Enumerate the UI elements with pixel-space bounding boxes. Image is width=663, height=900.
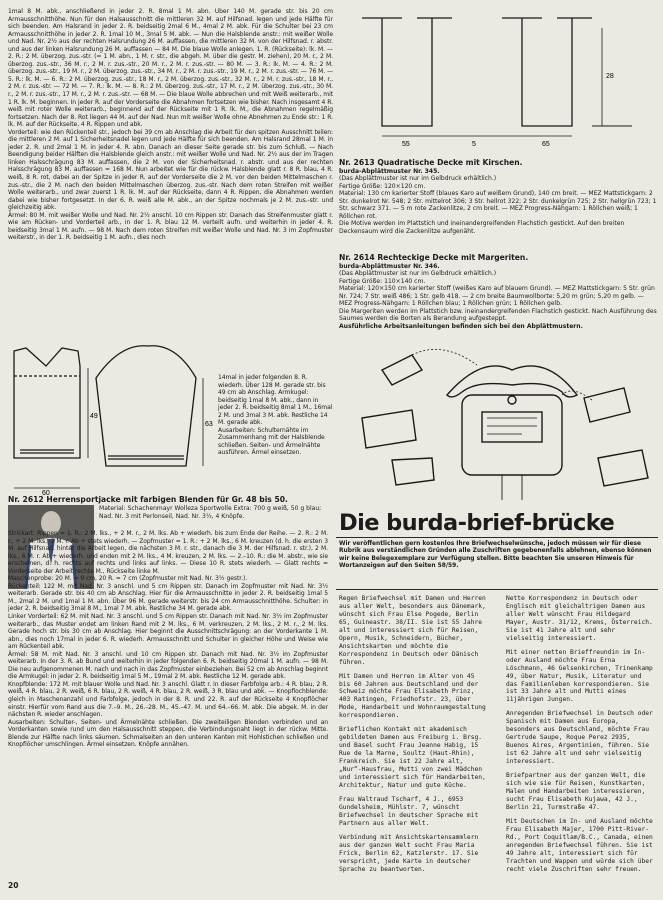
- letter-entry: Verbindung mit Ansichtskartensammlern aus der ganzen Welt sucht Frau Maria Frick, Berlin 62, Katzlerstr. 17. Sie verspricht, jede Karte in deutscher Sprache zu beantworten.: [339, 833, 479, 873]
- body: Die Motive werden im Plattstich und ineinandergreifenden Flachstich gestickt. Auf den breiten Deckensaum wird die Zackenlitze aufgenäht.: [339, 220, 625, 235]
- letter-entry: Brieflichen Kontakt mit akademisch gebildeten Damen aus Freiburg i. Brsg. und Basel sucht Frau Jeanne Habig, 15 Rue de la Marne, Soultz (Haut-Rhin), Frankreich. Sie ist 22 Jahre alt, „Nur“-Hausfrau, Mutti von zwei Mädchen und interessiert sich für Handarbeiten, Architektur, Natur und gute Küche.: [339, 726, 486, 789]
- size: Fertige Größe: 120×120 cm.: [339, 182, 426, 190]
- material-text: Material: Schachenmayr Wolleza Sportwolle Extra: 700 g weiß, 50 g blau; Nad. Nr. 3 mit Perlonseil, Nad. Nr. 3½, 4 Knöpfe.: [99, 505, 322, 520]
- article-2612-heading: [8, 495, 288, 504]
- letter-entry: Nette Korrespondenz in Deutsch oder Englisch mit gleichaltrigen Damen aus aller Welt wünscht Frau Hildegard Mayer, Austr. 31/12, Krems, Österreich. Sie ist 41 Jahre alt und sehr vielseitig interessiert.: [506, 595, 653, 642]
- article-2614-heading: Nr. 2614 Rechteckige Decke mit Margeriten.: [339, 253, 529, 262]
- brief-bruecke-intro: Wir veröffentlichen gern kostenlos Ihre Briefwechselwünsche, jedoch müssen wir für diese Rubrik aus verständlichen Gründen alle Zuschriften gegebenenfalls ablehnen, ebenso können wir keine Belegexemplare zur Verfügung stellen. Bitte beachten Sie unseren Hinweis für Wortanzeigen auf den Seiten 58/59.: [339, 541, 652, 569]
- instructions-tail-text: 14mal in jeder folgenden 8. R. wiederh. Über 128 M. gerade str. bis 49 cm ab Anschlag. Armkugel: beidseitig 1mal 8 M. abk., dann in jeder 2. R. beidseitig 8mal 1 M., 16mal 2 M. und 3mal 3 M. abk. Restliche 14 M. gerade abk. Ausarbeiten: Schulternähte im Zusammenhang mit der Halsblende schließen. Seiten- und Ärmelnähte ausführen. Ärmel einsetzen.: [218, 374, 333, 457]
- brief-bruecke-title: Die burda-brief-brücke: [339, 510, 615, 536]
- letter-entry: Mit Damen und Herren im Alter von 45 bis 60 Jahren aus Deutschland und der Schweiz möchte Frau Elisabeth Prinz, 403 Ratingen, Friedhofstr. 23, über Mode, Handarbeit und Wohnraumgestaltung korrespondieren.: [339, 672, 486, 720]
- title-rule: [336, 537, 658, 538]
- letter-entry: Mit einer netten Brieffreundin im In- oder Ausland möchte Frau Erna Löschmann, 46 Gelsenkirchen, Trinenkamp 49, über Natur, Musik, Literatur und das Familienleben korrespondieren. Sie ist 33 Jahre alt und Mutti eines 11jährigen Jungen.: [506, 648, 653, 704]
- intro-rule: [336, 589, 658, 590]
- size: Fertige Größe: 110×140 cm.: [339, 277, 426, 285]
- letter-entry: Regen Briefwechsel mit Damen und Herren aus aller Welt, besonders aus Dänemark, wünscht sich Frau Else Pogede, Berlin 65, Guineastr. 38/II. Sie ist 55 Jahre alt und interessiert sich für Reisen, Opern, Musik, Schneidern, Bücher, Ansichtskarten und möchte die Korrespondenz in Deutsch oder Dänisch führen.: [339, 595, 486, 666]
- letter-entry: Anregenden Briefwechsel in Deutsch oder Spanisch mit Damen aus Europa, besonders aus Deutschland, möchte Frau Gertrude Saupe, Roque Perez 2935, Buenos Aires, Argentinien, führen. Sie ist 62 Jahre alt und sehr vielseitig interessiert.: [506, 710, 653, 766]
- body: Die Margeriten werden im Plattstich bzw. ineinandergreifenden Flachstich gestickt. Nach Ausführung des Saumes werden die Borten als Berandung aufgesteppt.: [339, 307, 657, 323]
- footer-note: Ausführliche Arbeitsanleitungen befinden sich bei den Abplättmustern.: [339, 322, 583, 330]
- article-2612-material: [99, 505, 328, 520]
- letter-entry: Frau Waltraud Tscharf, 4 J., 6953 Gundelsheim, Mühlstr. 7, wünscht Briefwechsel in deutscher Sprache mit Partnern aus aller Welt.: [339, 795, 479, 827]
- article-2613-heading: Nr. 2613 Quadratische Decke mit Kirschen.: [339, 158, 523, 167]
- blanket-pattern-diagram: [342, 8, 657, 168]
- dim-blanket-total: 65: [542, 141, 550, 148]
- page-number: 20: [8, 881, 19, 890]
- dim-blanket-width: 55: [402, 141, 410, 148]
- article-2612-body: [8, 530, 328, 872]
- article-number: Nr. 2612: [8, 495, 44, 504]
- letter-house-illustration: [352, 340, 652, 505]
- dim-sleeve: 63: [205, 421, 213, 428]
- brief-bruecke-column-1: [339, 595, 489, 885]
- dim-blanket-side: 28: [606, 73, 614, 80]
- article-title: Herrensportjacke mit farbigen Blenden für Gr. 48 bis 50.: [46, 495, 288, 504]
- instructions-tail: [218, 374, 333, 457]
- letter-entry: Briefpartner aus der ganzen Welt, die sich wie sie für Reisen, Kunstkarten, Malen und Handarbeiten interessieren, sucht Frau Elisabeth Kujawa, 42 J., Berlin 21, Turmstraße 47.: [506, 772, 646, 811]
- material: Material: 130 cm karierter Stoff (blaues Karo auf weißem Grund), 140 cm breit. — MEZ Mattstickgarn: 2 Str. dunkelrot Nr. 548; 2 Str. mittelrot 306; 3 Str. hellrot 322; 2 Str. dunkelgrün 725; 2 Str. hellgrün 723; 1 Str. schwarz 371. — 5 m rote Zackenlitze, 2 cm breit. — MEZ Progress-Nähgarn: 1 Röllchen weiß; 1 Röllchen rot.: [339, 190, 657, 220]
- dim-length: 49: [90, 413, 98, 420]
- article-2612-text: Strickart: Rippen = 1. R.: 2 M. lks., + 2 M. r., 2 M. lks. Ab + wiederh. bis zum Ende der Reihe. — 2. R.: 2 M. r., + 2 M. lks., 2 M. r. Ab + stets wiederh. — Zopfmuster = 1. R.: + 2 M. lks., 6 M. kreuzen (d. h. die ersten 3 M. auf Hilfsnad. hinter die Arbeit legen, die nächsten 3 M. r. str., danach die 3 M. der Hilfsnad. r. str.), 2 M. lks., 6 M. r. Ab + wiederh. und enden mit 2 M. lks., 4 M. kreuzen, 2 M. lks. — 2.–10. R.: die M. abstr., wie sie erscheinen, d. h. rechts auf rechts und links auf links. — Diese 10 R. stets wiederh. — Glatt rechts = Vorderseite der Arbeit rechte M., Rückseite linke M. Maschenprobe: 20 M. = 9 cm, 20 R. = 7 cm (Zopfmuster mit Nad. Nr. 3½ gestr.). Rückenteil: 122 M. mit Nad. Nr. 3 anschl. und 5 cm Rippen str. Danach im Zopfmuster mit Nad. Nr. 3½ weiterarb. Gerade str. bis 40 cm ab Anschlag. Hier für die Armausschnitte in jeder 2. R. beidseitig 1mal 5 M., 2mal 2 M. und 1mal 1 M. abn. Über 96 M. gerade weiterstr. bis 24 cm Armausschnitthöhe. Schulter: in jeder 2. R. beidseitig 3mal 8 M., 1mal 7 M. abk. Restliche 34 M. gerade abk. Linker Vorderteil: 62 M. mit Nad. Nr. 3 anschl. und 5 cm Rippen str. Danach mit Nad. Nr. 3½ im Zopfmuster weiterarb., das Muster endet am linken Rand mit 2 M. lks., 6 M. verkreuzen, 2 M. lks., 2 M. r., 2 M. lks. Gerade hoch str. bis 30 cm ab Anschlag. Hier beginnt die Ausschnittschrägung: an der Vorderkante 1 M. abn., dies noch 17mal in jeder 6. R. wiederh. Armausschnitt und Schulter in gleicher Höhe und Weise wie am Rückenteil abk. Ärmel: 58 M. mit Nad. Nr. 3 anschl. und 10 cm Rippen str. Danach mit Nad. Nr. 3½ im Zopfmuster weiterarb. In der 3. R. ab Bund und weiterhin in jeder folgenden 6. R. beidseitig 20mal 1 M. aufn. — 98 M. Die neu aufgenommenen M. nach und nach in das Zopfmuster einbeziehen. Bei 52 cm ab Anschlag beginnt die Armkugel: in jeder 2. R. beidseitig 1mal 5 M., 19mal 2 M. abk. Restliche 12 M. gerade abk. Knopfblende: 172 M. mit blauer Wolle und Nad. Nr. 3 anschl. Glatt r. in dieser Farbfolge arb.: 4 R. blau, 2 R. weiß, 4 R. blau, 2 R. weiß, 6 R. blau, 2 R. weiß, 4 R. blau, 2 R. weiß, 3 R. blau und abk. — Knopflochblende: gleich in Maschenanzahl und Farbfolge, jedoch in der 8. R. und 22. R. auf der Rückseite 4 Knopflöcher einstr. Hierfür vom Rand aus die 7.–9. M., 26.–28. M., 45.–47. M. und 64.–66. M. abk. Die abgek. M. in der nächsten R. wieder anschlagen. Ausarbeiten: Schulter-, Seiten- und Ärmelnähte schließen. Die zweiteiligen Blenden verbinden und an Vorderkanten sowie rund um den Halsausschnitt steppen, die Verbindungsnaht liegt in der rückw. Mitte. Blende zur Hälfte nach links säumen. Schmalseiten an den unteren Kanten mit Hohlstichen schließen und Knopflöcher umschlingen. Ärmel einsetzen. Knöpfe annähen.: [8, 530, 328, 749]
- letter-entry: Mit Deutschen im In- und Ausland möchte Frau Elisabeth Majer, 1700 Pitt-River-Rd., Port Coquitlam/B.C., Canada, einen anregenden Briefwechsel führen. Sie ist 49 Jahre alt, interessiert sich für Trachten und Wappen und würde sich über recht viele Zuschriften sehr freuen.: [506, 817, 653, 873]
- article-2614-body: [339, 263, 657, 330]
- pattern-ref: burda-Abplättmuster Nr. 345.: [339, 168, 440, 175]
- brief-bruecke-column-2: [506, 595, 656, 885]
- dim-width: 60: [42, 490, 50, 497]
- pattern-ref: burda-Abplättmuster Nr. 346.: [339, 263, 440, 270]
- material: Material: 120×150 cm karierter Stoff (weißes Karo auf blauem Grund). — MEZ Mattstickgarn: 5 Str. grün Nr. 724; 7 Str. weiß 486; 1 Str. gelb 418. — 2 cm breite Baumwollborte: 5,20 m grün; 5,20 m gelb. — MEZ Progress-Nähgarn: 1 Röllchen blau; 1 Röllchen grün; 1 Röllchen gelb.: [339, 285, 655, 308]
- instructions-text: 1mal 8 M. abk., anschließend in jeder 2. R. 8mal 1 M. abn. Über 140 M. gerade str. bis 20 cm Armausschnitthöhe. Nun für den Halsausschnitt die mittleren 32 M. auf Hilfsnad. legen und jede Hälfte für sich beenden. Am Halsrand in jeder 2. R. beidseitig 2mal 6 M., 4mal 2 M. abk. Für die Schulter bei 23 cm Armausschnitthöhe in jeder 2. R. 1mal 10 M., 3mal 5 M. abk. — Nun die Halsblende anstr.: mit weißer Wolle und Nad. Nr. 2½ aus der rechten Halsrundung 26 M. auffassen, die mittleren 32 M. von der Hilfsnad. r. abstr. und aus der linken Halsrundung 26 M. auffassen — 84 M. Die blaue Wolle anlegen. 1. R. (Rückseite): lk. M. — 2. R.: 2 M. überzog. zus.-str. (= 1 M. abn., 1 M. r. str., die abgeh. M. über die gestr. M. ziehen), 20 M. r., 2 M. überzog. zus.-str., 36 M. r., 2 M. r. zus.-str., 20 M. r., 2 M. r. zus.-str. — 80 M. — 3. R.: lk. M. — 4. R.: 2 M. überzog. zus.-str., 19 M. r., 2 M. überzog. zus.-str., 34 M. r., 2 M. r. zus.-str., 19 M. r., 2 M. r. zus.-str. — 76 M. — 5. R.: lk. M. — 6. R.: 2 M. überzog. zus.-str., 18 M. r., 2 M. überzog. zus.-str., 32 M. r., 2 M. r. zus.-str., 18 M. r., 2 M. r. zus.-str. — 72 M. — 7. R.: lk. M. — 8. R.: 2 M. überzog. zus.-str., 17 M. r., 2 M. überzog. zus.-str., 30 M. r., 2 M. r. zus.-str., 17 M. r., 2 M. r. zus.-str. — 68 M. — Die blaue Wolle abbrechen und mit Weiß weiterarb., mit 1 R. lk. M. beginnen. In jeder R. auf der Vorderseite die Abnahmen fortsetzen wie bisher. Nach insgesamt 4 R. weiß mit roter Wolle weiterarb., beginnend auf der Rückseite mit 1 R. lk. M., die Abnahmen regelmäßig fortsetzen. Nach der 8. Rot liegen 44 M. auf der Nad. Nun mit weißer Wolle ohne Abnehmen zu Ende str.: 1 R. lk. M. auf der Rückseite, 4 R. Rippen und abk. Vorderteil: wie den Rückenteil str., jedoch bei 39 cm ab Anschlag die Arbeit für den spitzen Ausschnitt teilen: die mittleren 2 M. auf 1 Sicherheitsnadel legen und jede Hälfte für sich beenden. Am Halsrand 28mal 1 M. in jeder 2. R. und 2mal 1 M. in jeder 4. R. abn. Danach an dieser Seite gerade str. bis zum Schluß. — Nach Beendigung beider Hälften die Halsblende gleich anstr.: mit weißer Wolle und Nad. Nr. 2½ aus der im Tragen linken Halsschrägung 83 M. auffassen, die 2 M. von der Sicherheitsnad. r. abstr. und aus der rechten Halsschrägung 83 M. auffassen = 168 M. Nun arbeitet wie für die rückw. Halsblende glatt r. 8 R. blau, 4 R. weiß, 8 R. rot, dabei an der Spitze in jeder R. auf der Vorderseite die 2 M. vor den beiden Mittelmaschen r. zus.-str., die 2 M. nach den beiden Mittelmaschen überzog. zus.-str. Nach dem roten Streifen mit weißer Wolle weiterarb., und zwar zuerst 1 R. lk. M. auf der Rückseite, dann 4 R. Rippen, die Abnahmen werden dabei wie bisher fortgesetzt. In der 6. R. weiß alle M. abk., an der Spitze nochmals je 2 M. zus.-str. und gleichzeitig abk. Ärmel: 80 M. mit weißer Wolle und Nad. Nr. 2½ anschl. 10 cm Rippen str. Danach das Streifenmuster glatt r. wie am Rücken- und Vorderteil arb., in der 1. R. blau 12 M. verteilt aufn. und weiterhin in jeder 4. R. beidseitig 3mal 1 M. aufn. — 98 M. Nach dem roten Streifen mit weißer Wolle und Nad. Nr. 3 im Zopfmuster weiterstr., in der 1. R. beidseitig 1 M. aufn., dies noch: [8, 8, 333, 242]
- dim-blanket-border: 5: [472, 141, 476, 148]
- pattern-note: (Das Abplättmuster ist nur im Gelbdruck erhältlich.): [339, 175, 497, 183]
- pattern-note: (Das Abplättmuster ist nur im Gelbdruck erhältlich.): [339, 270, 497, 278]
- article-2613-body: [339, 168, 657, 235]
